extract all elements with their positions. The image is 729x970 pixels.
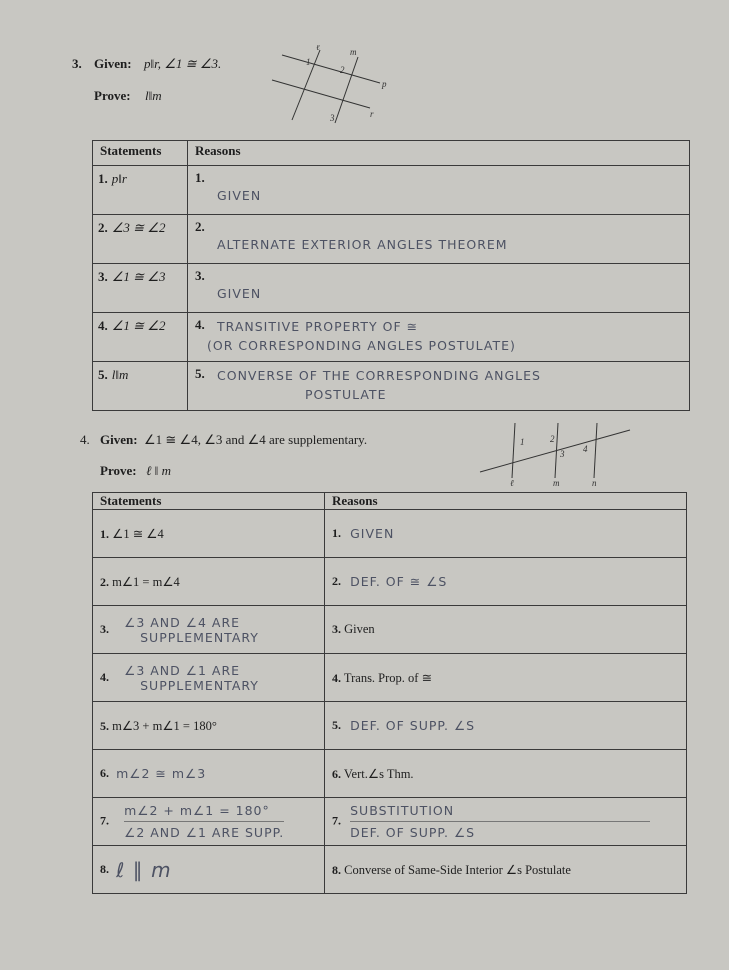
reason-number: 5. xyxy=(195,366,205,381)
reason-handwritten: GIVEN xyxy=(217,188,262,203)
label-n: n xyxy=(592,478,597,488)
statement-text: m∠1 = m∠4 xyxy=(112,574,180,589)
given-text: ∠1 ≅ ∠4, ∠3 and ∠4 are supplementary. xyxy=(144,432,368,447)
statement-number: 2. xyxy=(98,220,108,235)
statements-header: Statements xyxy=(93,141,188,166)
statement-text: ∠1 ≅ ∠2 xyxy=(111,318,166,333)
statement-number: 5. xyxy=(98,367,108,382)
proof-row xyxy=(93,313,690,362)
problem-4-number: 4. xyxy=(80,432,90,447)
statement-handwritten: m∠2 ≅ m∠3 xyxy=(116,766,207,782)
statement-number: 7. xyxy=(100,813,109,828)
proof-row xyxy=(93,846,687,894)
reason-handwritten-continued: (OR CORRESPONDING ANGLES POSTULATE) xyxy=(207,338,516,353)
reason-number: 1. xyxy=(332,525,341,540)
statement-handwritten-continued: SUPPLEMENTARY xyxy=(140,677,259,693)
reason-handwritten: ALTERNATE EXTERIOR ANGLES THEOREM xyxy=(217,237,508,252)
label-l: ℓ xyxy=(316,45,320,52)
label-l: ℓ xyxy=(510,478,514,488)
parallel-lines-diagram-3 xyxy=(270,45,390,125)
statement-text: m∠3 + m∠1 = 180° xyxy=(112,718,217,733)
statement-handwritten: ∠3 AND ∠1 ARE xyxy=(124,662,241,678)
label-m: m xyxy=(350,47,357,57)
label-r: r xyxy=(370,109,374,119)
angle-2: 2 xyxy=(340,65,345,75)
given-text: p‖r, ∠1 ≅ ∠3. xyxy=(144,56,222,71)
statement-number: 1. xyxy=(98,171,108,186)
reason-number: 4. xyxy=(195,317,205,332)
proof-table-3 xyxy=(92,140,690,411)
problem-3-number: 3. xyxy=(72,56,82,71)
reasons-header: Reasons xyxy=(325,493,687,510)
statement-number: 4. xyxy=(98,318,108,333)
statement-number: 8. xyxy=(100,861,109,876)
proof-row xyxy=(93,798,687,846)
statement-handwritten: m∠2 + m∠1 = 180° xyxy=(124,803,284,822)
reason-number: 3. xyxy=(332,622,341,636)
given-label: Given: xyxy=(100,432,138,447)
angle-1: 1 xyxy=(520,437,525,447)
prove-text: ℓ ‖ m xyxy=(146,463,171,478)
statement-number: 2. xyxy=(100,574,109,589)
statement-number: 3. xyxy=(100,621,109,636)
proof-row xyxy=(93,215,690,264)
reason-text: Vert.∠s Thm. xyxy=(343,766,414,781)
statement-number: 4. xyxy=(100,669,109,684)
reason-handwritten: GIVEN xyxy=(217,286,262,301)
statement-handwritten: ℓ ∥ m xyxy=(116,857,172,882)
statement-number: 5. xyxy=(100,718,109,733)
statement-handwritten: ∠3 AND ∠4 ARE xyxy=(124,614,241,630)
reason-number: 6. xyxy=(332,766,341,781)
label-p: p xyxy=(382,79,387,89)
reason-handwritten: GIVEN xyxy=(350,526,395,542)
proof-row xyxy=(93,264,690,313)
transversal-diagram-4 xyxy=(475,420,635,490)
reason-number: 8. xyxy=(332,862,341,877)
statement-text: ∠1 ≅ ∠4 xyxy=(112,526,164,541)
statements-header: Statements xyxy=(93,493,325,510)
label-m: m xyxy=(553,478,560,488)
statement-handwritten-continued: SUPPLEMENTARY xyxy=(140,629,259,645)
statement-text: l‖m xyxy=(111,367,129,382)
statement-text: ∠1 ≅ ∠3 xyxy=(111,269,166,284)
angle-3: 3 xyxy=(560,449,565,459)
reason-text: Given xyxy=(344,622,375,636)
proof-row xyxy=(93,750,687,798)
reason-number: 7. xyxy=(332,813,341,828)
reason-number: 4. xyxy=(332,670,341,685)
reasons-header: Reasons xyxy=(188,141,690,166)
angle-4: 4 xyxy=(583,444,588,454)
statement-text: p‖r xyxy=(111,171,127,186)
reason-handwritten: CONVERSE OF THE CORRESPONDING ANGLES xyxy=(217,368,541,383)
reason-handwritten-continued: POSTULATE xyxy=(305,387,387,402)
statement-handwritten-continued: ∠2 AND ∠1 ARE SUPP. xyxy=(124,825,285,840)
reason-handwritten-continued: DEF. OF SUPP. ∠S xyxy=(350,825,476,840)
angle-1: 1 xyxy=(306,57,311,67)
proof-row xyxy=(93,166,690,215)
reason-handwritten: TRANSITIVE PROPERTY OF ≅ xyxy=(217,319,419,334)
proof-row xyxy=(93,558,687,606)
reason-number: 3. xyxy=(195,268,205,283)
prove-text: l‖m xyxy=(145,88,162,103)
prove-label: Prove: xyxy=(94,88,131,103)
proof-row xyxy=(93,702,687,750)
reason-number: 2. xyxy=(332,573,341,588)
proof-row xyxy=(93,362,690,411)
reason-text: Converse of Same-Side Interior ∠s Postulate xyxy=(344,862,571,877)
reason-handwritten: SUBSTITUTION xyxy=(350,803,650,822)
given-label: Given: xyxy=(94,56,132,71)
proof-row xyxy=(93,654,687,702)
statement-text: ∠3 ≅ ∠2 xyxy=(111,220,166,235)
reason-text: Trans. Prop. of ≅ xyxy=(343,670,433,685)
angle-3: 3 xyxy=(330,113,335,123)
reason-number: 2. xyxy=(195,219,205,234)
proof-row xyxy=(93,510,687,558)
statement-number: 1. xyxy=(100,526,109,541)
statement-number: 6. xyxy=(100,765,109,780)
reason-handwritten: DEF. OF ≅ ∠S xyxy=(350,574,448,590)
reason-number: 5. xyxy=(332,717,341,732)
prove-label: Prove: xyxy=(100,463,137,478)
statement-number: 3. xyxy=(98,269,108,284)
proof-table-4 xyxy=(92,492,687,894)
angle-2: 2 xyxy=(550,434,555,444)
reason-number: 1. xyxy=(195,170,205,185)
proof-row xyxy=(93,606,687,654)
reason-handwritten: DEF. OF SUPP. ∠S xyxy=(350,718,476,734)
